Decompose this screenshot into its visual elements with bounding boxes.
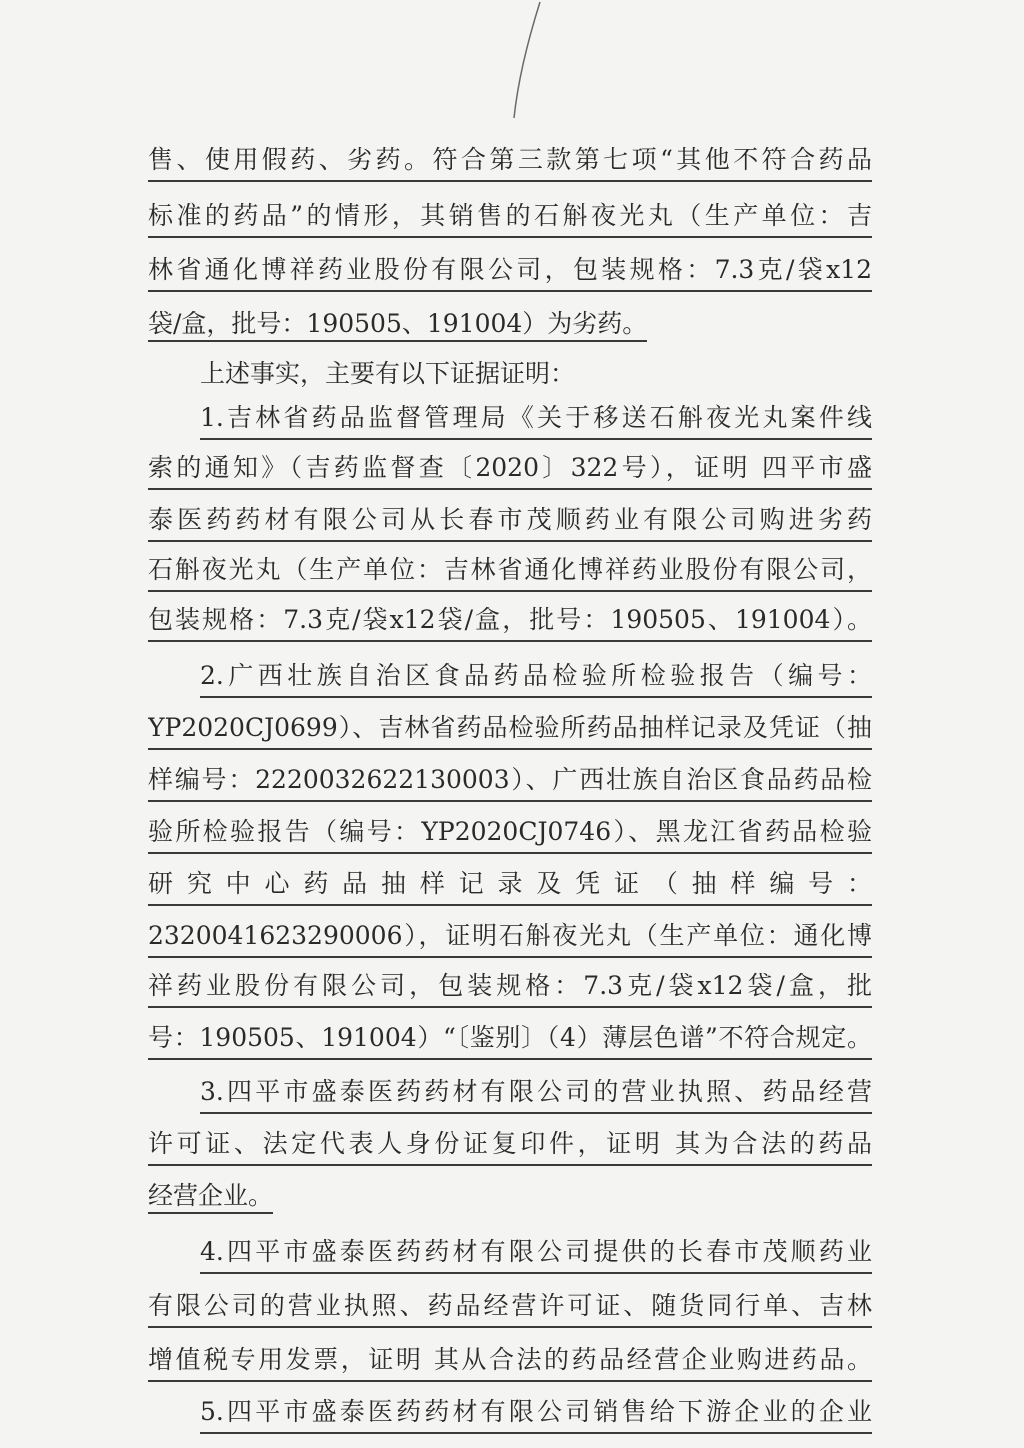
text-line: 研究中心药品抽样记录及凭证（抽样编号： bbox=[148, 864, 872, 906]
evidence-5-line: 5.四平市盛泰医药药材有限公司销售给下游企业的企业 bbox=[200, 1392, 872, 1434]
text-line: 林省通化博祥药业股份有限公司，包装规格：7.3克/袋x12 bbox=[148, 250, 872, 292]
text-line-underlined: 经营企业。 bbox=[148, 1181, 273, 1214]
evidence-2-line: 2.广西壮族自治区食品药品检验所检验报告（编号： bbox=[200, 656, 872, 698]
text-line: 许可证、法定代表人身份证复印件，证明 其为合法的药品 bbox=[148, 1124, 872, 1166]
text-line: 标准的药品”的情形，其销售的石斛夜光丸（生产单位：吉 bbox=[148, 196, 872, 238]
evidence-3-line: 3.四平市盛泰医药药材有限公司的营业执照、药品经营 bbox=[200, 1072, 872, 1114]
text-line: 样编号：2220032622130003）、广西壮族自治区食品药品检 bbox=[148, 760, 872, 802]
evidence-1-line: 1.吉林省药品监督管理局《关于移送石斛夜光丸案件线 bbox=[200, 398, 872, 440]
text-line: 增值税专用发票，证明 其从合法的药品经营企业购进药品。 bbox=[148, 1340, 872, 1382]
text-line: 号：190505、191004）“〔鉴别〕（4）薄层色谱”不符合规定。 bbox=[148, 1018, 872, 1060]
pen-stroke-mark bbox=[0, 0, 1024, 140]
text-line: 祥药业股份有限公司，包装规格：7.3克/袋x12袋/盒，批 bbox=[148, 966, 872, 1008]
text-line: 石斛夜光丸（生产单位：吉林省通化博祥药业股份有限公司， bbox=[148, 550, 872, 592]
text-line: YP2020CJ0699）、吉林省药品检验所药品抽样记录及凭证（抽 bbox=[148, 708, 872, 750]
text-line bbox=[148, 304, 872, 344]
text-line: 包装规格：7.3克/袋x12袋/盒，批号：190505、191004）。 bbox=[148, 600, 872, 642]
text-line: 索的通知》（吉药监督查〔2020〕322号），证明 四平市盛 bbox=[148, 448, 872, 490]
text-line: 泰医药药材有限公司从长春市茂顺药业有限公司购进劣药 bbox=[148, 500, 872, 542]
text-line-underlined: 袋/盒，批号：190505、191004）为劣药。 bbox=[148, 309, 647, 342]
section-intro: 上述事实，主要有以下证据证明： bbox=[200, 359, 576, 388]
text-line: 验所检验报告（编号：YP2020CJ0746）、黑龙江省药品检验 bbox=[148, 812, 872, 854]
text-line: 有限公司的营业执照、药品经营许可证、随货同行单、吉林 bbox=[148, 1286, 872, 1328]
text-line bbox=[148, 1176, 872, 1216]
text-line: 2320041623290006），证明石斛夜光丸（生产单位：通化博 bbox=[148, 916, 872, 958]
text-line: 售、使用假药、劣药。符合第三款第七项“其他不符合药品 bbox=[148, 140, 872, 182]
evidence-4-line: 4.四平市盛泰医药药材有限公司提供的长春市茂顺药业 bbox=[200, 1232, 872, 1274]
